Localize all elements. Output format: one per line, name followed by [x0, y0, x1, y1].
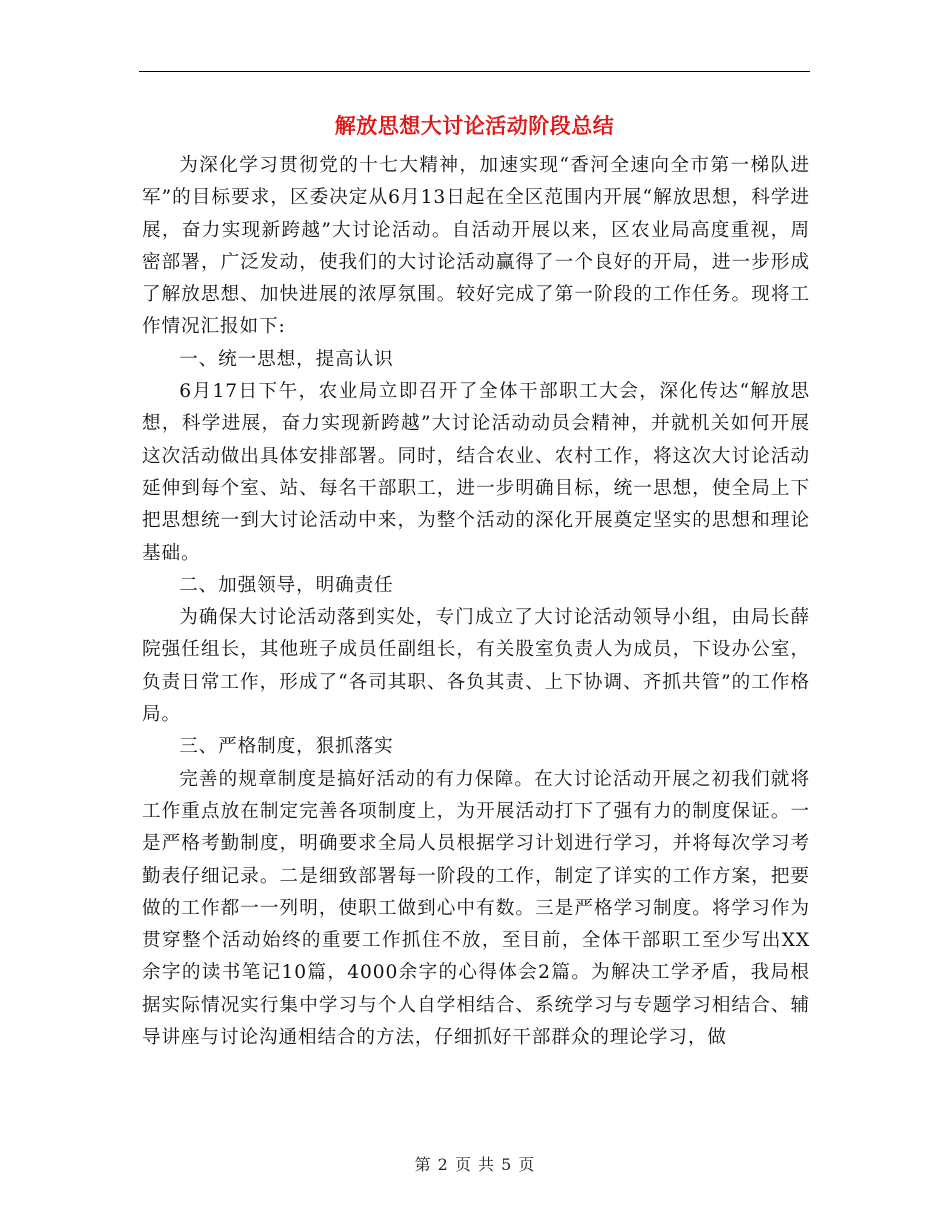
body-paragraph-1: 6月17日下午，农业局立即召开了全体干部职工大会，深化传达“解放思想，科学进展，奋力实现新跨越”大讨论活动动员会精神，并就机关如何开展这次活动做出具体安排部署。同时，结合农业、农村工作，将这次大讨论活动延伸到每个室、站、每名干部职工，进一步明确目标，统一思想，使全局上下把思想统一到大讨论活动中来，为整个活动的深化开展奠定坚实的思想和理论基础。 — [142, 381, 810, 564]
header-rule — [139, 71, 810, 72]
body-paragraph-intro: 为深化学习贯彻党的十七大精神，加速实现“香河全速向全市第一梯队进军”的目标要求，区委决定从6月13日起在全区范围内开展“解放思想，科学进展，奋力实现新跨越”大讨论活动。自活动开展以来，区农业局高度重视，周密部署，广泛发动，使我们的大讨论活动赢得了一个良好的开局，进一步形成了解放思想、加快进展的浓厚氛围。较好完成了第一阶段的工作任务。现将工作情况汇报如下: — [142, 155, 810, 338]
section-heading-2: 二、加强领导，明确责任 — [179, 574, 394, 596]
body-paragraph-3: 完善的规章制度是搞好活动的有力保障。在大讨论活动开展之初我们就将工作重点放在制定完善各项制度上，为开展活动打下了强有力的制度保证。一是严格考勤制度，明确要求全局人员根据学习计划进行学习，并将每次学习考勤表仔细记录。二是细致部署每一阶段的工作，制定了详实的工作方案，把要做的工作都一一列明，使职工做到心中有数。三是严格学习制度。将学习作为贯穿整个活动始终的重要工作抓住不放，至目前，全体干部职工至少写出XX余字的读书笔记10篇，4000余字的心得体会2篇。为解决工学矛盾，我局根据实际情况实行集中学习与个人自学相结合、系统学习与专题学习相结合、辅导讲座与讨论沟通相结合的方法，仔细抓好干部群众的理论学习，做 — [142, 768, 810, 1049]
section-heading-1: 一、统一思想，提高认识 — [179, 348, 394, 370]
document-title: 解放思想大讨论活动阶段总结 — [334, 113, 615, 138]
document-body — [142, 150, 810, 1054]
body-paragraph-2: 为确保大讨论活动落到实处，专门成立了大讨论活动领导小组，由局长薛院强任组长，其他班子成员任副组长，有关股室负责人为成员，下设办公室，负责日常工作，形成了“各司其职、各负其责、上下协调、齐抓共管”的工作格局。 — [142, 607, 810, 726]
page-number-footer: 第 2 页 共 5 页 — [414, 1155, 536, 1174]
section-heading-3: 三、严格制度，狠抓落实 — [179, 736, 394, 758]
